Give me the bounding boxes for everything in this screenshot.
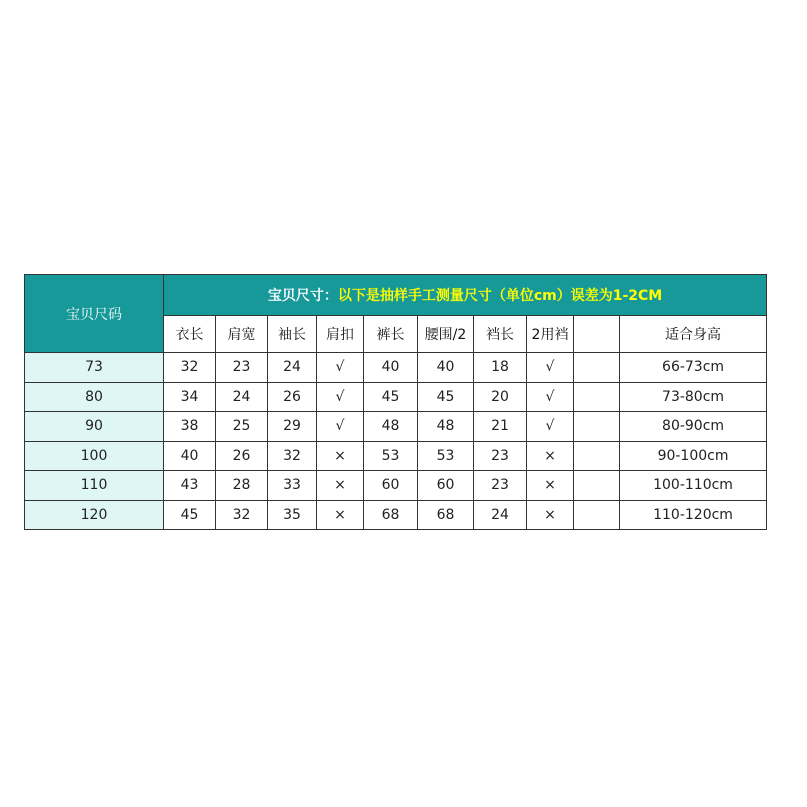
table-cell [574, 471, 620, 501]
table-cell: 100-110cm [620, 471, 767, 501]
table-cell: 53 [418, 441, 474, 471]
size-column-header: 宝贝尺码 [25, 275, 164, 353]
table-cell: × [527, 500, 574, 530]
table-cell: 33 [268, 471, 317, 501]
table-cell: × [527, 471, 574, 501]
table-cell: 25 [216, 412, 268, 442]
table-cell: 32 [164, 353, 216, 383]
table-cell: × [527, 441, 574, 471]
table-cell: 29 [268, 412, 317, 442]
table-cell: 68 [364, 500, 418, 530]
table-cell: 80-90cm [620, 412, 767, 442]
col-header-shoulder-button: 肩扣 [317, 316, 364, 353]
measurement-banner [164, 275, 767, 316]
table-cell: × [317, 471, 364, 501]
size-chart-table [24, 274, 767, 530]
table-cell: 45 [164, 500, 216, 530]
table-cell: 24 [216, 382, 268, 412]
table-cell: 60 [364, 471, 418, 501]
table-row [25, 500, 767, 530]
col-header-pants-length: 裤长 [364, 316, 418, 353]
table-cell: 23 [474, 441, 527, 471]
banner-prefix: 宝贝尺寸： [267, 288, 338, 304]
table-cell [574, 412, 620, 442]
col-header-sleeve-length: 袖长 [268, 316, 317, 353]
table-row [25, 441, 767, 471]
table-cell: √ [527, 353, 574, 383]
col-header-half-waist: 腰围/2 [418, 316, 474, 353]
table-cell: √ [317, 412, 364, 442]
col-header-suitable-height: 适合身高 [620, 316, 767, 353]
table-cell [574, 382, 620, 412]
table-row [25, 353, 767, 383]
table-cell: 53 [364, 441, 418, 471]
table-cell [574, 500, 620, 530]
table-cell: × [317, 500, 364, 530]
table-cell: 90-100cm [620, 441, 767, 471]
table-cell: √ [317, 382, 364, 412]
table-cell: √ [527, 382, 574, 412]
table-cell: 26 [216, 441, 268, 471]
table-cell: √ [527, 412, 574, 442]
table-cell: 40 [418, 353, 474, 383]
table-header-row [25, 275, 767, 316]
size-cell: 100 [25, 441, 164, 471]
size-cell: 90 [25, 412, 164, 442]
col-header-blank [574, 316, 620, 353]
col-header-crotch-length: 裆长 [474, 316, 527, 353]
table-cell [574, 441, 620, 471]
size-cell: 110 [25, 471, 164, 501]
table-cell: 110-120cm [620, 500, 767, 530]
table-cell: 32 [216, 500, 268, 530]
table-cell [574, 353, 620, 383]
col-header-shoulder-width: 肩宽 [216, 316, 268, 353]
table-cell: 34 [164, 382, 216, 412]
banner-highlight: 以下是抽样手工测量尺寸（单位cm）误差为1-2CM [337, 288, 663, 304]
col-header-top-length: 衣长 [164, 316, 216, 353]
table-cell: 48 [364, 412, 418, 442]
table-cell: 68 [418, 500, 474, 530]
table-cell: 43 [164, 471, 216, 501]
table-cell: √ [317, 353, 364, 383]
table-cell: 35 [268, 500, 317, 530]
table-row [25, 471, 767, 501]
table-cell: 23 [216, 353, 268, 383]
table-cell: × [317, 441, 364, 471]
table-cell: 24 [268, 353, 317, 383]
table-cell: 38 [164, 412, 216, 442]
size-cell: 73 [25, 353, 164, 383]
table-cell: 73-80cm [620, 382, 767, 412]
col-header-dual-crotch: 2用裆 [527, 316, 574, 353]
table-cell: 18 [474, 353, 527, 383]
table-cell: 24 [474, 500, 527, 530]
table-row [25, 412, 767, 442]
table-cell: 66-73cm [620, 353, 767, 383]
table-cell: 48 [418, 412, 474, 442]
table-cell: 32 [268, 441, 317, 471]
table-cell: 60 [418, 471, 474, 501]
table-cell: 20 [474, 382, 527, 412]
table-cell: 45 [364, 382, 418, 412]
table-cell: 40 [164, 441, 216, 471]
table-cell: 26 [268, 382, 317, 412]
table-row [25, 382, 767, 412]
table-cell: 40 [364, 353, 418, 383]
table-cell: 45 [418, 382, 474, 412]
size-cell: 120 [25, 500, 164, 530]
table-cell: 28 [216, 471, 268, 501]
size-cell: 80 [25, 382, 164, 412]
table-cell: 23 [474, 471, 527, 501]
table-cell: 21 [474, 412, 527, 442]
